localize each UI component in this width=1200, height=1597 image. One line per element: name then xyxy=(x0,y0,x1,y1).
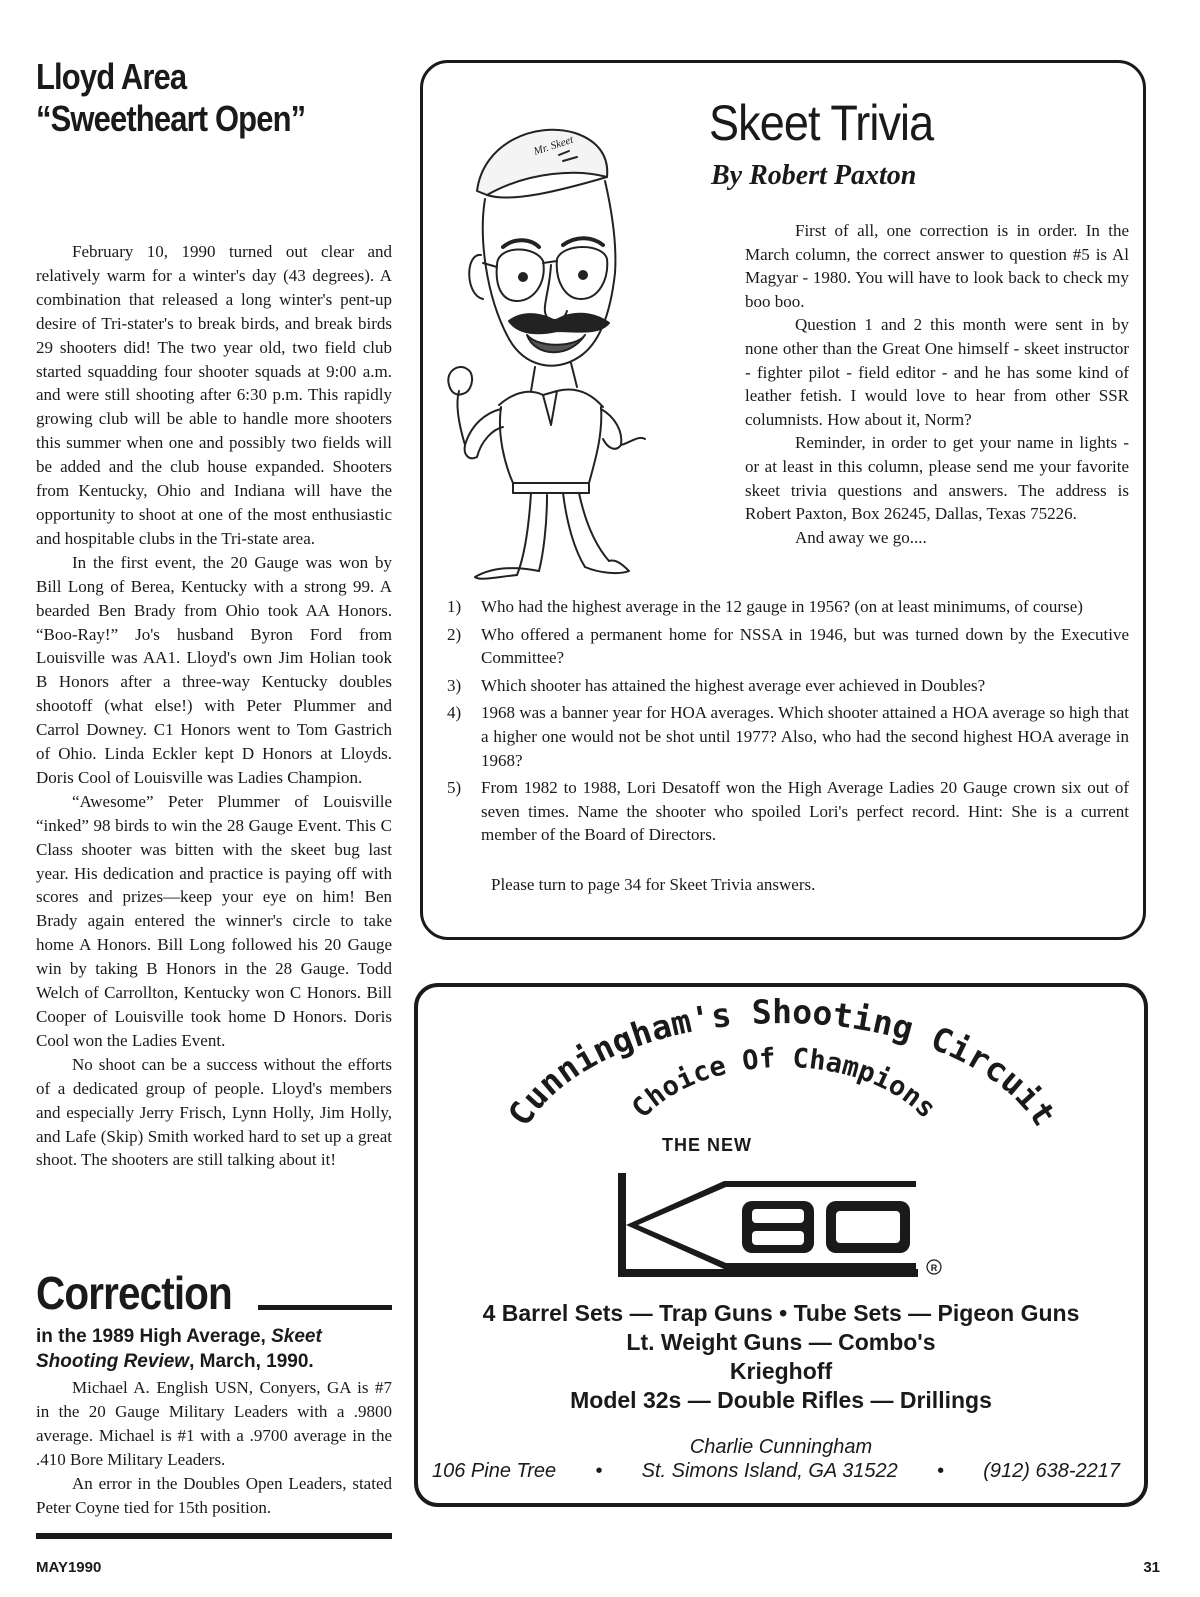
ad-line: 4 Barrel Sets — Trap Guns • Tube Sets — Pigeon Guns xyxy=(482,1300,1080,1326)
ad-address: 106 Pine Tree xyxy=(432,1460,557,1482)
correction-subtitle-italic: Skeet Shooting Review xyxy=(36,1326,322,1372)
lloyd-paragraph: February 10, 1990 turned out clear and relatively warm for a winter's day (43 degrees). A combination that released a long winter's pent-up desire of Tri-stater's to break birds, and break birds 29 shooters did! The two year old, two field club started squadding four shooter squads at 9:00 a.m. and were still shooting after 6:30 p.m. This rapidly growing club will be able to handle more shooters this summer when one and possibly two fields will be added and the club house expanded. Shooters from Kentucky, Ohio and Indiana will have the opportunity to shoot at one of the most enthusiastic and hospitable clubs in the Tri-state area. xyxy=(36,242,392,548)
question-text: Who had the highest average in the 12 gauge in 1956? (on at least minimums, of course) xyxy=(481,597,1083,616)
trivia-intro-paragraph: Question 1 and 2 this month were sent in by none other than the Great One himself - skeet instructor - fighter pilot - field editor - and he has some kind of leather fetish. I would love to hear from other SSR columnists. How about it, Norm? xyxy=(745,315,1129,429)
ad-contact-name: Charlie Cunningham xyxy=(689,1436,873,1458)
ad-contact-row xyxy=(418,1459,1144,1483)
k80-logo xyxy=(614,1165,954,1285)
lloyd-article xyxy=(36,56,392,1172)
ad-contact xyxy=(418,1435,1144,1483)
ad-product-lines xyxy=(418,1299,1144,1415)
ad-phone: (912) 638-2217 xyxy=(983,1460,1120,1482)
ad-separator: • xyxy=(936,1460,944,1482)
bottom-rule xyxy=(36,1533,392,1539)
correction-rule xyxy=(258,1305,392,1310)
ad-line: Lt. Weight Guns — Combo's xyxy=(626,1329,936,1355)
trivia-intro xyxy=(745,219,1129,549)
question-number: 2) xyxy=(447,624,462,644)
question-text: Which shooter has attained the highest average ever achieved in Doubles? xyxy=(481,675,986,695)
left-column xyxy=(36,56,392,1517)
trivia-question xyxy=(447,623,1129,670)
cap-text: Mr. Skeet xyxy=(532,133,575,158)
trivia-intro-paragraph: Reminder, in order to get your name in lights - or at least in this column, please send me your favorite skeet trivia questions and answers. The address is Robert Paxton, Box 26245, Dallas, Texas 75226. xyxy=(745,433,1129,524)
cunningham-ad xyxy=(414,983,1148,1507)
trivia-title: Skeet Trivia xyxy=(709,95,934,151)
lloyd-paragraph: In the first event, the 20 Gauge was won by Bill Long of Berea, Kentucky with a strong 99. A bearded Ben Brady from Ohio took AA Honors. “Boo-Ray!” Jo's husband Byron Ford from Louisville was AA1. Lloyd's own Jim Holian took B Honors after a three-way Kentucky doubles shootoff (what else!) with Peter Plummer and Carrol Downey. C1 Honors went to Tom Gastrich of Ohio. Linda Eckler kept D Honors at Lloyds. Doris Cool of Louisville was Ladies Champion. xyxy=(36,552,392,787)
ad-the-new: THE NEW xyxy=(662,1135,752,1155)
trivia-question xyxy=(447,674,1129,698)
correction-paragraph: Michael A. English USN, Conyers, GA is #7 in the 20 Gauge Military Leaders with a .9800 average. Michael is #1 with a .9700 average in the .410 Bore Military Leaders. xyxy=(36,1378,392,1469)
ad-city: St. Simons Island, GA 31522 xyxy=(641,1460,898,1482)
question-number: 1) xyxy=(447,597,462,616)
footer-date: MAY1990 xyxy=(36,1559,102,1576)
lloyd-body xyxy=(36,240,392,1172)
correction-header xyxy=(36,1268,392,1318)
svg-text:R: R xyxy=(930,1263,938,1273)
trivia-questions xyxy=(447,595,1129,897)
correction-subtitle-pre: in the 1989 High Average, xyxy=(36,1326,272,1347)
question-text: Who offered a permanent home for NSSA in 1946, but was turned down by the Executive Committee? xyxy=(481,624,1129,668)
trivia-intro-paragraph: First of all, one correction is in order. In the March column, the correct answer to question #5 is Al Magyar - 1980. You will have to look back to check my boo boo. xyxy=(745,221,1129,311)
footer-page-number: 31 xyxy=(1143,1559,1160,1576)
lloyd-title-line1: Lloyd Area xyxy=(36,56,187,97)
correction-subtitle xyxy=(36,1324,392,1374)
correction-paragraph: An error in the Doubles Open Leaders, stated Peter Coyne tied for 15th position. xyxy=(36,1473,392,1517)
lloyd-paragraph: “Awesome” Peter Plummer of Louisville “inked” 98 birds to win the 28 Gauge Event. This C Class shooter was bitten with the skeet bug last year. His dedication and practice is paying off with scores and prizes—keep your eye on him! Ben Brady again entered the winner's circle to take home A Honors. Bill Long followed his 20 Gauge win by taking B Honors in the 28 Gauge. Todd Welch of Carrollton, Kentucky won C Honors. Bill Cooper of Louisville took home D Honors. Doris Cool won the Ladies Event. xyxy=(36,791,392,1050)
correction-title: Correction xyxy=(36,1267,232,1319)
trivia-question xyxy=(447,701,1129,772)
caricature-illustration xyxy=(439,95,649,585)
ad-arc-inner: Choice Of Champions xyxy=(626,1043,942,1125)
trivia-intro-paragraph: And away we go.... xyxy=(795,527,927,547)
trivia-answers-note: Please turn to page 34 for Skeet Trivia answers. xyxy=(491,874,816,894)
lloyd-title-line2: “Sweetheart Open” xyxy=(36,98,306,139)
ad-line: Krieghoff xyxy=(729,1358,833,1384)
question-text: From 1982 to 1988, Lori Desatoff won the High Average Ladies 20 Gauge crown six out of seven times. Name the shooter who spoiled Lori's perfect record. Hint: She is a current member of the Board of Directors. xyxy=(481,778,1129,845)
ad-line: Model 32s — Double Rifles — Drillings xyxy=(570,1387,992,1413)
trivia-question xyxy=(447,595,1129,619)
correction-body xyxy=(36,1376,392,1519)
question-number: 4) xyxy=(447,703,462,723)
skeet-trivia-box xyxy=(420,60,1146,940)
question-number: 3) xyxy=(447,675,462,695)
question-number: 5) xyxy=(447,778,462,798)
correction-subtitle-post: , March, 1990. xyxy=(189,1351,314,1372)
question-text: 1968 was a banner year for HOA averages. Which shooter attained a HOA average so high that a higher one would not be shot until 1977? Also, who had the second highest HOA average in 1968? xyxy=(481,703,1129,770)
ad-separator: • xyxy=(595,1460,603,1482)
correction-article xyxy=(36,1268,392,1539)
ad-arc-outer: Cunningham's Shooting Circuit xyxy=(499,992,1065,1133)
lloyd-paragraph: No shoot can be a success without the efforts of a dedicated group of people. Lloyd's members and especially Jerry Frisch, Lynn Holly, Jim Holly, and Lafe (Skip) Smith worked hard to set up a great shoot. The shooters are still talking about it! xyxy=(36,1054,392,1170)
trivia-question xyxy=(447,776,1129,847)
trivia-byline: By Robert Paxton xyxy=(711,160,917,191)
